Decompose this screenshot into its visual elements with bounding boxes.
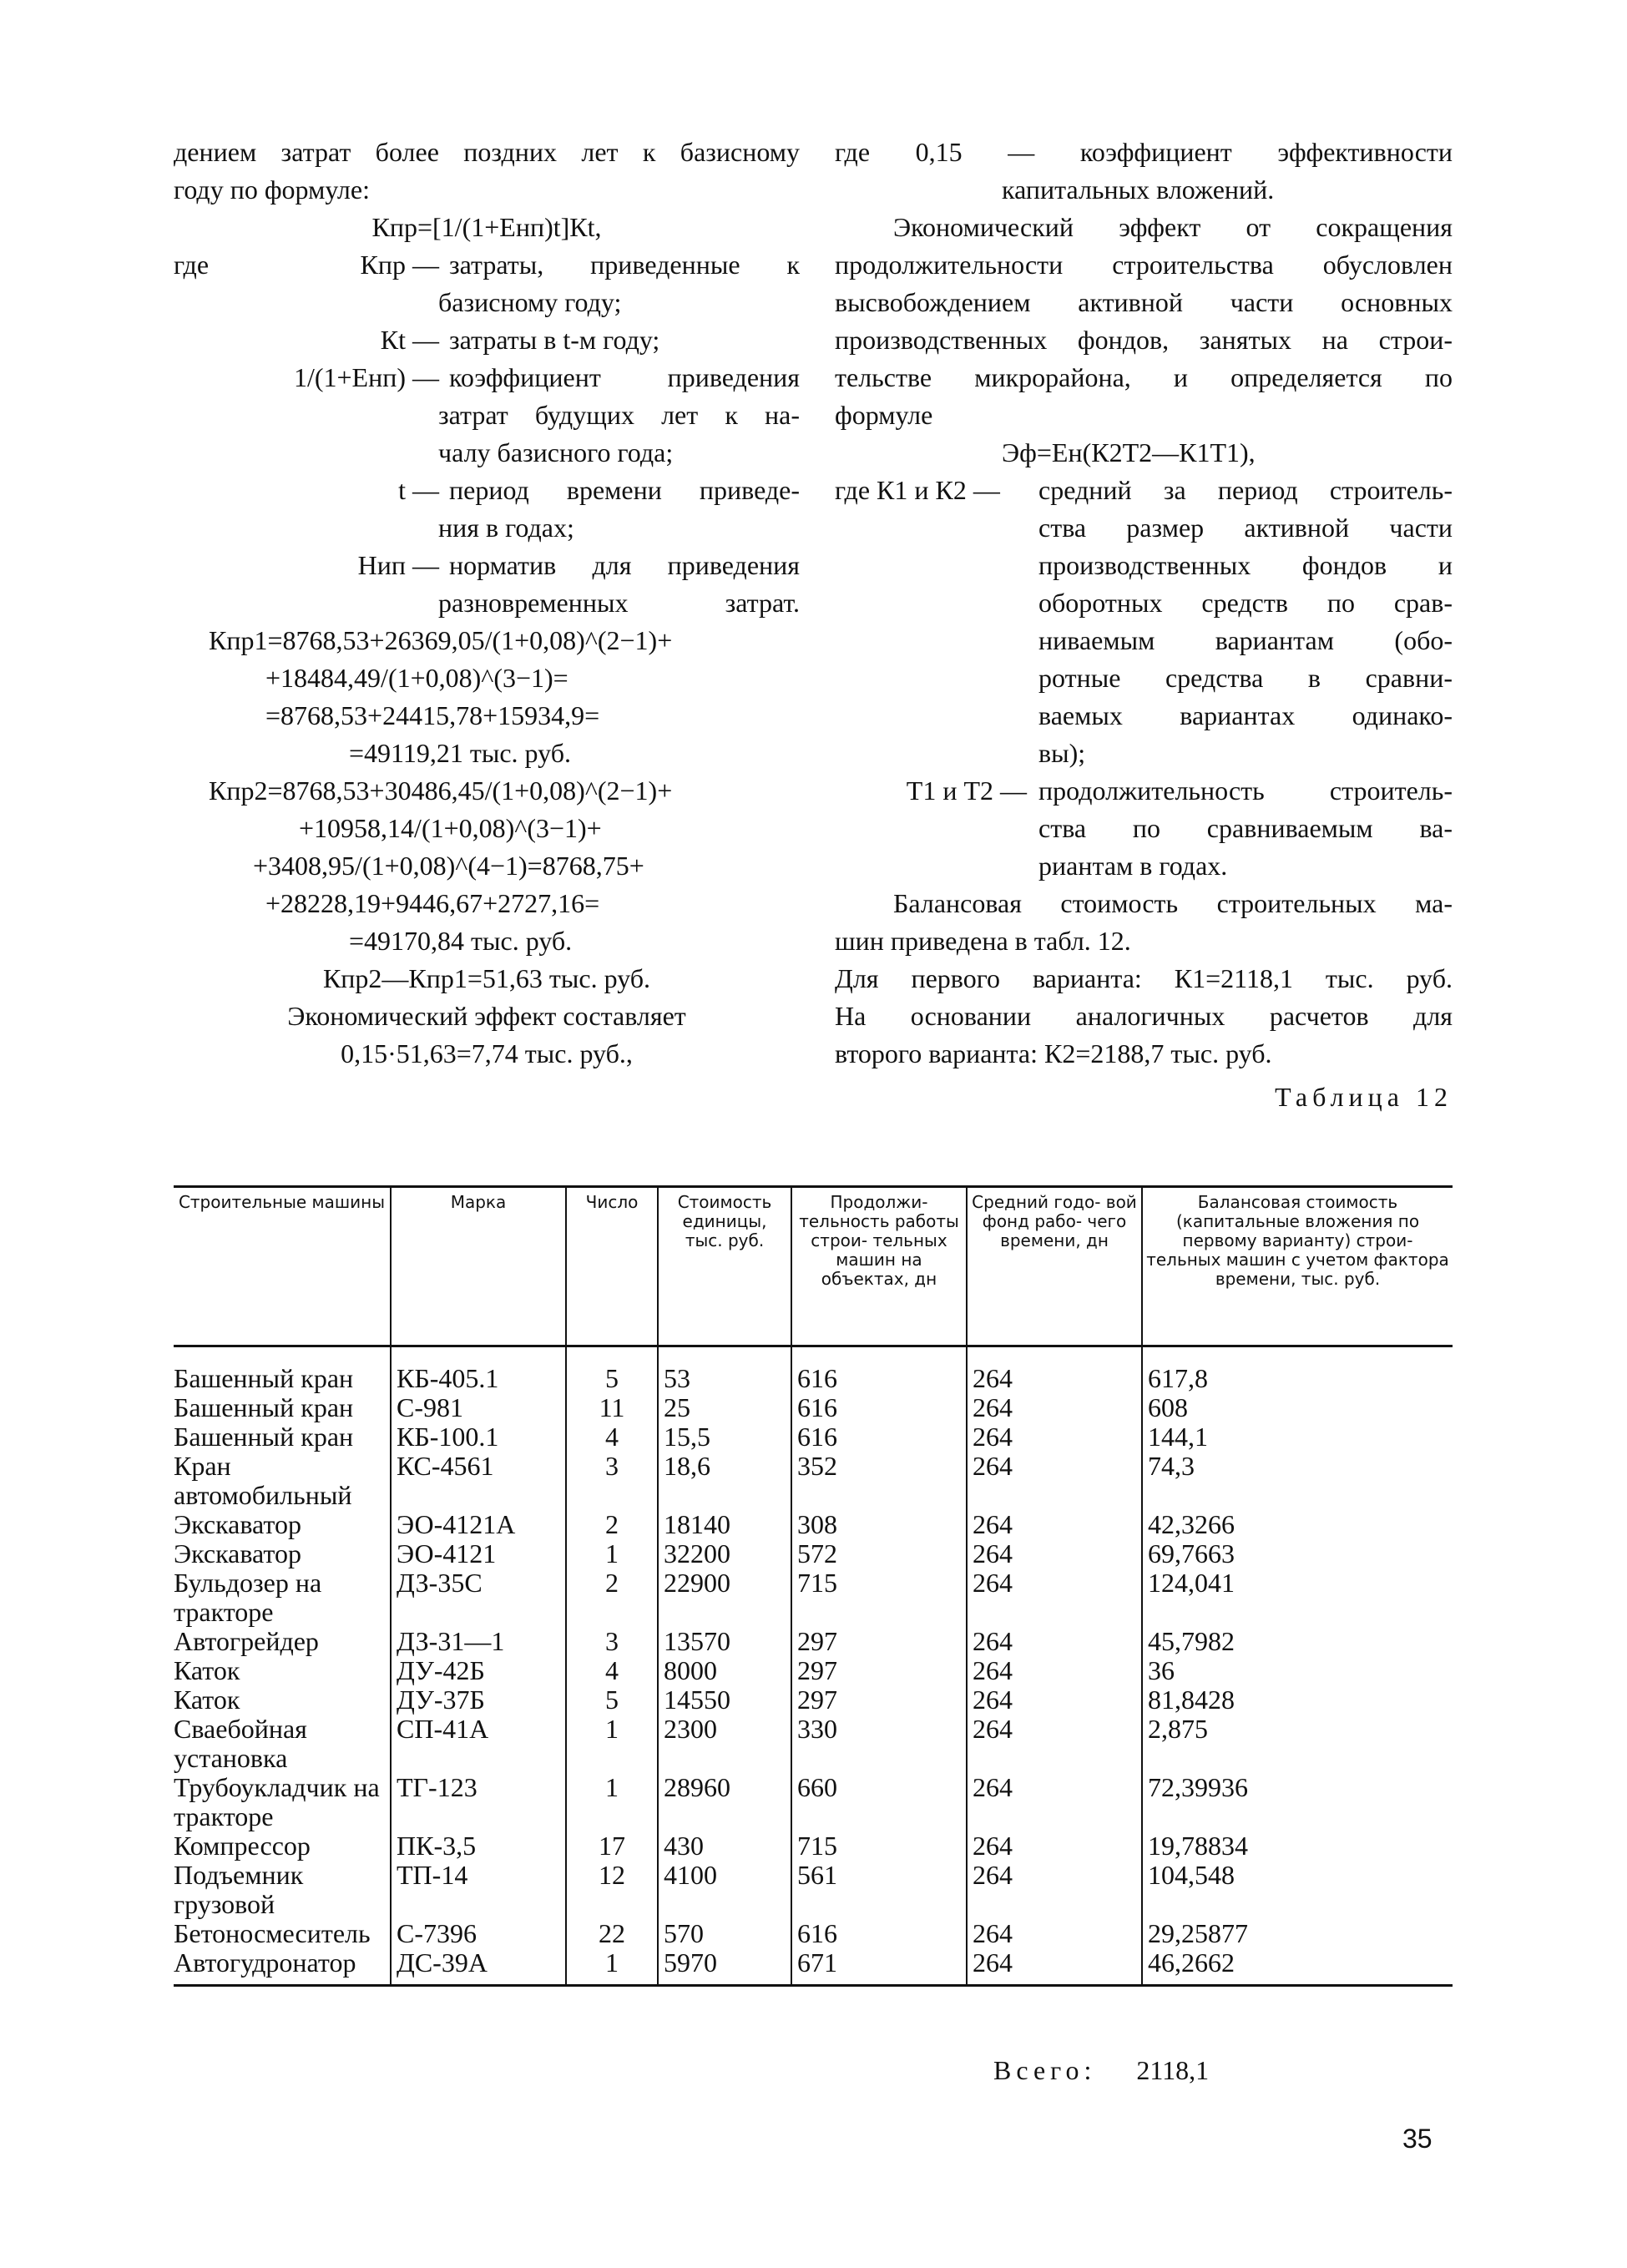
table-row xyxy=(174,1346,1453,1394)
table-cell: 264 xyxy=(967,1393,1142,1422)
table-cell: 264 xyxy=(967,1422,1142,1452)
table-cell: 53 xyxy=(658,1346,791,1394)
definition-text: базисному году; xyxy=(438,287,622,317)
machines-table xyxy=(174,1185,1453,1987)
table-row xyxy=(174,1510,1453,1539)
second-variant: На основании аналогичных расчетов для xyxy=(835,1001,1453,1031)
table-row xyxy=(174,1861,1453,1919)
page-number: 35 xyxy=(1402,2124,1432,2154)
definition-text: риантам в годах. xyxy=(1038,851,1228,881)
paragraph-line: тельстве микрорайона, и определяется по xyxy=(835,362,1453,392)
table-cell: 8000 xyxy=(658,1656,791,1685)
definition-text: ния в годах; xyxy=(438,513,574,543)
definition-row xyxy=(174,321,800,359)
table-cell: 430 xyxy=(658,1831,791,1861)
table-cell: 297 xyxy=(791,1656,967,1685)
table-cell: 616 xyxy=(791,1422,967,1452)
table-cell: Автогрейдер xyxy=(174,1626,319,1656)
table-cell: 4 xyxy=(566,1656,658,1685)
table-cell: Экскаватор xyxy=(174,1538,301,1568)
table-caption: Таблица 12 xyxy=(1275,1082,1453,1112)
table-cell: 308 xyxy=(791,1510,967,1539)
table-cell: ДС-39А xyxy=(391,1948,566,1986)
definition-row xyxy=(174,472,800,509)
table-cell: 297 xyxy=(791,1627,967,1656)
effect-line: 0,15·51,63=7,74 тыс. руб., xyxy=(341,1038,633,1068)
table-cell: 264 xyxy=(967,1715,1142,1773)
paragraph-line: производственных фондов, занятых на строи- xyxy=(835,325,1453,355)
paragraph-line: высвобождением активной части основных xyxy=(835,287,1453,317)
definition-row xyxy=(835,772,1453,810)
table-cell: Автогудронатор xyxy=(174,1948,391,1986)
table-cell: 616 xyxy=(791,1346,967,1394)
table-cell: 330 xyxy=(791,1715,967,1773)
table-cell: 715 xyxy=(791,1568,967,1627)
definition-text: затрат будущих лет к на- xyxy=(438,400,800,430)
definition-term: Нип — xyxy=(357,550,439,580)
header-unit-cost: Стоимость единицы, тыс. руб. xyxy=(658,1187,791,1346)
table-row xyxy=(174,1773,1453,1831)
effect-line: Экономический эффект составляет xyxy=(287,1001,686,1031)
definition-row xyxy=(835,472,1453,509)
table-row xyxy=(174,1948,1453,1986)
table-cell: 4 xyxy=(566,1422,658,1452)
table-cell: 608 xyxy=(1142,1393,1453,1422)
table-cell: С-981 xyxy=(391,1393,566,1422)
table-cell: 15,5 xyxy=(658,1422,791,1452)
calc-line: =49119,21 тыс. руб. xyxy=(349,738,571,768)
table-cell: 42,3266 xyxy=(1142,1510,1453,1539)
table-cell: 18,6 xyxy=(658,1452,791,1510)
table-cell: 29,25877 xyxy=(1142,1919,1453,1948)
table-cell: 32200 xyxy=(658,1539,791,1568)
where-word: где xyxy=(174,250,210,280)
definition-text: разновременных затрат. xyxy=(438,588,800,618)
definition-text: продолжительность строитель- xyxy=(1038,775,1453,806)
table-cell: 264 xyxy=(967,1831,1142,1861)
table-row xyxy=(174,1393,1453,1422)
table-cell: ПК-3,5 xyxy=(391,1831,566,1861)
paragraph-line: Экономический эффект от сокращения xyxy=(893,212,1453,242)
table-cell: 264 xyxy=(967,1346,1142,1394)
table-cell: 617,8 xyxy=(1142,1346,1453,1394)
table-cell: 2 xyxy=(566,1510,658,1539)
definition-text: затраты, приведенные к xyxy=(449,250,800,280)
table-row xyxy=(174,1919,1453,1948)
table-cell: КС-4561 xyxy=(391,1452,566,1510)
definition-text: производственных фондов и xyxy=(1038,550,1453,580)
table-row xyxy=(174,1627,1453,1656)
table-cell: 5 xyxy=(566,1346,658,1394)
header-brand: Марка xyxy=(391,1187,566,1346)
definition-term: 1/(1+Енп) — xyxy=(293,362,439,392)
table-cell: 25 xyxy=(658,1393,791,1422)
table-cell: ЭО-4121 xyxy=(391,1539,566,1568)
calc-line: +3408,95/(1+0,08)^(4−1)=8768,75+ xyxy=(253,851,644,881)
intro-line: дением затрат более поздних лет к базисному xyxy=(174,137,800,167)
table-cell: С-7396 xyxy=(391,1919,566,1948)
calc-line: Кпр2=8768,53+30486,45/(1+0,08)^(2−1)+ xyxy=(209,775,673,806)
table-cell: 28960 xyxy=(658,1773,791,1831)
definition-row xyxy=(174,359,800,397)
table-cell: 715 xyxy=(791,1831,967,1861)
table-row xyxy=(174,1568,1453,1627)
total-value: 2118,1 xyxy=(1136,2055,1210,2085)
table-cell: 264 xyxy=(967,1568,1142,1627)
formula: Эф=Ен(К2Т2—К1Т1), xyxy=(1002,437,1256,467)
table-cell: 4100 xyxy=(658,1861,791,1919)
table-cell: 14550 xyxy=(658,1685,791,1715)
table-cell: 17 xyxy=(566,1831,658,1861)
definition-text: ваемых вариантах одинако- xyxy=(1038,700,1453,730)
table-cell: 74,3 xyxy=(1142,1452,1453,1510)
definition-text: средний за период строитель- xyxy=(1038,475,1453,505)
definition-term: где К1 и К2 — xyxy=(835,475,1000,505)
table-cell: Каток xyxy=(174,1685,240,1715)
table-row xyxy=(174,1539,1453,1568)
table-body xyxy=(174,1346,1453,1986)
table-cell: 264 xyxy=(967,1627,1142,1656)
definition-text: вы); xyxy=(1038,738,1086,768)
right-column xyxy=(835,134,1453,1073)
table-cell: 3 xyxy=(566,1627,658,1656)
table-cell: 2 xyxy=(566,1568,658,1627)
table-row xyxy=(174,1831,1453,1861)
definition-row xyxy=(174,246,800,284)
table-cell: 12 xyxy=(566,1861,658,1919)
table-cell: 11 xyxy=(566,1393,658,1422)
header-duration: Продолжи- тельность работы строи- тельных машин на объектах, дн xyxy=(791,1187,967,1346)
table-cell: 297 xyxy=(791,1685,967,1715)
header-count: Число xyxy=(566,1187,658,1346)
table-cell: 1 xyxy=(566,1539,658,1568)
table-cell: Подъемник грузовой xyxy=(174,1860,304,1919)
table-row xyxy=(174,1685,1453,1715)
table-cell: 561 xyxy=(791,1861,967,1919)
table-cell: Башенный кран xyxy=(174,1422,354,1452)
table-cell: 616 xyxy=(791,1393,967,1422)
first-variant: Для первого варианта: К1=2118,1 тыс. руб. xyxy=(835,963,1453,993)
table-header-row xyxy=(174,1187,1453,1346)
table-cell: Сваебойная установка xyxy=(174,1714,307,1773)
calc-line: Кпр1=8768,53+26369,05/(1+0,08)^(2−1)+ xyxy=(209,625,673,655)
table-cell: 19,78834 xyxy=(1142,1831,1453,1861)
table-cell: ДУ-37Б xyxy=(391,1685,566,1715)
table-cell: Бетоносмеситель xyxy=(174,1918,371,1948)
definition-text: период времени приведе- xyxy=(449,475,800,505)
left-column xyxy=(174,134,800,1073)
table-cell: 660 xyxy=(791,1773,967,1831)
table-cell: 144,1 xyxy=(1142,1422,1453,1452)
table-cell: ТГ-123 xyxy=(391,1773,566,1831)
table-row xyxy=(174,1715,1453,1773)
definition-text: чалу базисного года; xyxy=(438,437,674,467)
calc-line: +10958,14/(1+0,08)^(3−1)+ xyxy=(299,813,602,843)
definition-text: оборотных средств по срав- xyxy=(1038,588,1453,618)
table-cell: 18140 xyxy=(658,1510,791,1539)
definition-text: ниваемым вариантам (обо- xyxy=(1038,625,1453,655)
definition-text: затраты в t-м году; xyxy=(449,325,660,355)
table-cell: ЭО-4121А xyxy=(391,1510,566,1539)
coef-line: капитальных вложений. xyxy=(1002,174,1275,205)
calc-line: +28228,19+9446,67+2727,16= xyxy=(265,888,600,918)
table-cell: 264 xyxy=(967,1510,1142,1539)
definition-term: Кпр — xyxy=(360,250,439,280)
table-cell: 2300 xyxy=(658,1715,791,1773)
table-cell: 69,7663 xyxy=(1142,1539,1453,1568)
table-cell: 264 xyxy=(967,1773,1142,1831)
table-cell: 1 xyxy=(566,1948,658,1986)
table-cell: ДЗ-31—1 xyxy=(391,1627,566,1656)
table-cell: СП-41А xyxy=(391,1715,566,1773)
table-cell: 572 xyxy=(791,1539,967,1568)
table-cell: 616 xyxy=(791,1919,967,1948)
table-cell: 3 xyxy=(566,1452,658,1510)
table-cell: 264 xyxy=(967,1919,1142,1948)
table-cell: 264 xyxy=(967,1948,1142,1986)
table-row xyxy=(174,1656,1453,1685)
paragraph-line: продолжительности строительства обусловлен xyxy=(835,250,1453,280)
table-cell: 352 xyxy=(791,1452,967,1510)
table-row xyxy=(174,1422,1453,1452)
table-cell: ДУ-42Б xyxy=(391,1656,566,1685)
table-total xyxy=(993,2055,1209,2086)
header-machines: Строительные машины xyxy=(174,1187,391,1346)
diff-line: Кпр2—Кпр1=51,63 тыс. руб. xyxy=(322,963,651,993)
definition-row xyxy=(174,547,800,584)
definition-term: Т1 и Т2 — xyxy=(906,775,1027,806)
table-cell: 81,8428 xyxy=(1142,1685,1453,1715)
definition-term: t — xyxy=(398,475,439,505)
calc-line: +18484,49/(1+0,08)^(3−1)= xyxy=(265,663,568,693)
formula: Кпр=[1/(1+Енп)t]Кt, xyxy=(371,212,602,242)
total-label: Всего: xyxy=(993,2055,1097,2085)
table-cell: 13570 xyxy=(658,1627,791,1656)
intro-line: году по формуле: xyxy=(174,174,370,205)
table-cell: 264 xyxy=(967,1656,1142,1685)
table-cell: 46,2662 xyxy=(1142,1948,1453,1986)
table-cell: ТП-14 xyxy=(391,1861,566,1919)
definition-term: Кt — xyxy=(380,325,439,355)
calc-line: =8768,53+24415,78+15934,9= xyxy=(265,700,600,730)
table-cell: ДЗ-35С xyxy=(391,1568,566,1627)
paragraph-line: формуле xyxy=(835,400,933,430)
table-row xyxy=(174,1452,1453,1510)
table-cell: 264 xyxy=(967,1452,1142,1510)
coef-line: где 0,15 — коэффициент эффективности xyxy=(835,137,1453,167)
table-cell: 1 xyxy=(566,1715,658,1773)
table-cell: 72,39936 xyxy=(1142,1773,1453,1831)
table-cell: 264 xyxy=(967,1685,1142,1715)
table-cell: 5970 xyxy=(658,1948,791,1986)
header-annual-fund: Средний годо- вой фонд рабо- чего времени, дн xyxy=(967,1187,1142,1346)
table-cell: 22900 xyxy=(658,1568,791,1627)
table-cell: КБ-100.1 xyxy=(391,1422,566,1452)
paragraph-line: шин приведена в табл. 12. xyxy=(835,926,1131,956)
table-cell: КБ-405.1 xyxy=(391,1346,566,1394)
table-cell: Трубоукладчик на тракторе xyxy=(174,1772,380,1831)
table-cell: 264 xyxy=(967,1539,1142,1568)
table-cell: Каток xyxy=(174,1655,240,1685)
table-cell: 570 xyxy=(658,1919,791,1948)
table-cell: 104,548 xyxy=(1142,1861,1453,1919)
paragraph-line: Балансовая стоимость строительных ма- xyxy=(893,888,1453,918)
table-cell: 2,875 xyxy=(1142,1715,1453,1773)
table-cell: Бульдозер на тракторе xyxy=(174,1568,322,1627)
second-variant: второго варианта: К2=2188,7 тыс. руб. xyxy=(835,1038,1272,1068)
table-cell: Кран автомобильный xyxy=(174,1451,352,1510)
table-cell: Башенный кран xyxy=(174,1363,354,1393)
definition-text: норматив для приведения xyxy=(449,550,800,580)
table-cell: Экскаватор xyxy=(174,1509,301,1539)
table-cell: 22 xyxy=(566,1919,658,1948)
table-cell: 36 xyxy=(1142,1656,1453,1685)
table-cell: 124,041 xyxy=(1142,1568,1453,1627)
table-cell: 264 xyxy=(967,1861,1142,1919)
table-cell: 671 xyxy=(791,1948,967,1986)
table-cell: Компрессор xyxy=(174,1831,311,1861)
table-cell: Башенный кран xyxy=(174,1392,354,1422)
definition-text: ства размер активной части xyxy=(1038,513,1453,543)
table-cell: 5 xyxy=(566,1685,658,1715)
definition-text: ротные средства в сравни- xyxy=(1038,663,1453,693)
table-cell: 45,7982 xyxy=(1142,1627,1453,1656)
table-cell: 1 xyxy=(566,1773,658,1831)
calc-line: =49170,84 тыс. руб. xyxy=(349,926,573,956)
definition-text: коэффициент приведения xyxy=(449,362,800,392)
definition-text: ства по сравниваемым ва- xyxy=(1038,813,1453,843)
header-balance-cost: Балансовая стоимость (капитальные вложения по первому варианту) строи- тельных машин с учетом фактора времени, тыс. руб. xyxy=(1142,1187,1453,1346)
